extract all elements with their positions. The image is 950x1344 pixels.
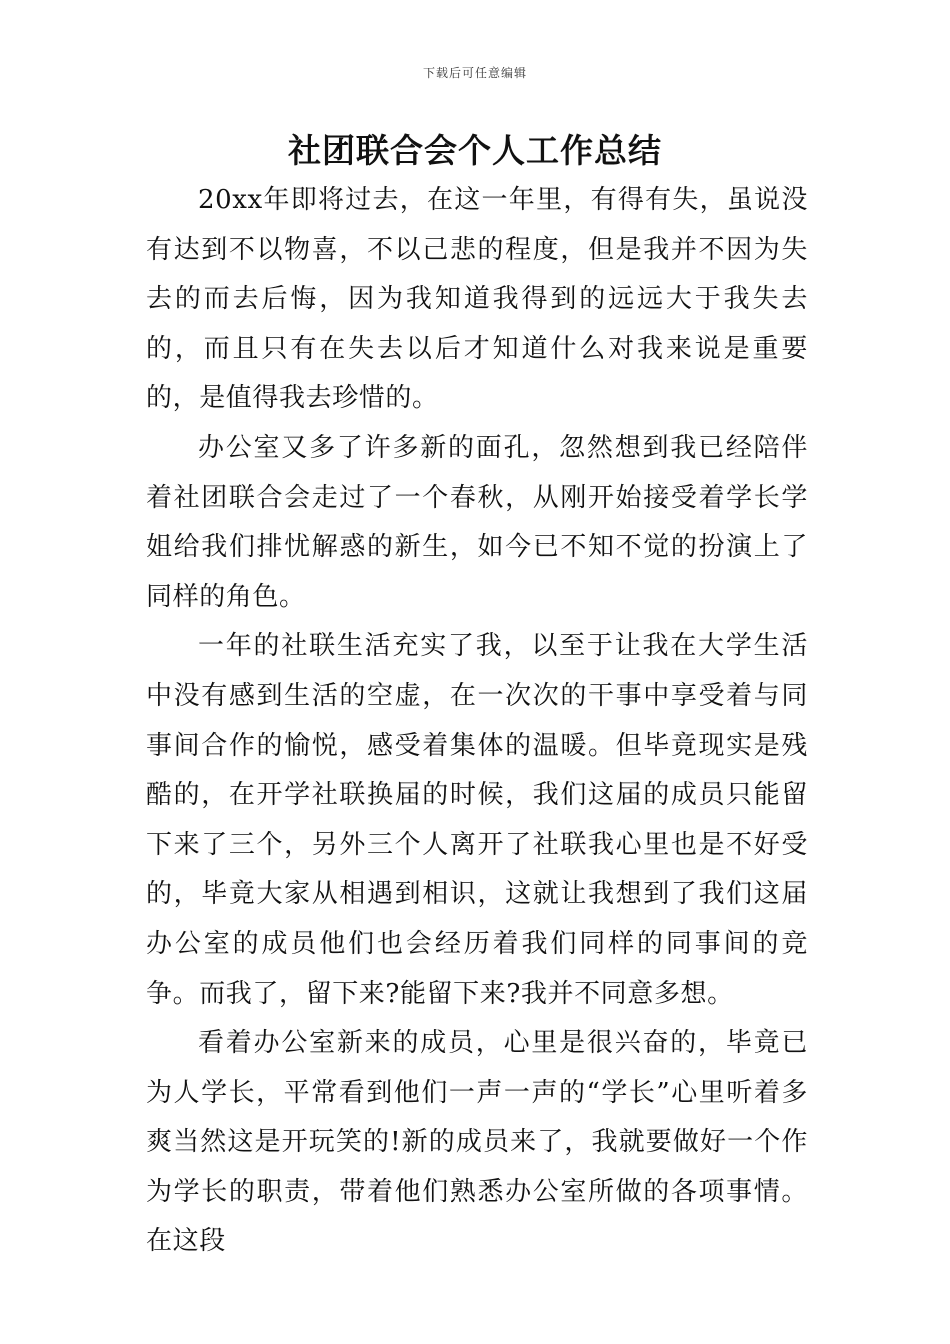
paragraph-4: 看着办公室新来的成员，心里是很兴奋的，毕竟已为人学长，平常看到他们一声一声的“学长”心里听着多爽当然这是开玩笑的!新的成员来了，我就要做好一个作为学长的职责，带着他们熟悉办公室所做的各项事情。在这段 <box>146 1028 808 1257</box>
paragraph-1: 20xx年即将过去，在这一年里，有得有失，虽说没有达到不以物喜，不以己悲的程度，但是我并不因为失去的而去后悔，因为我知道我得到的远远大于我失去的，而且只有在失去以后才知道什么对我来说是重要的，是值得我去珍惜的。 <box>146 185 808 414</box>
header-note: 下载后可任意编辑 <box>422 66 527 80</box>
paragraph-3: 一年的社联生活充实了我，以至于让我在大学生活中没有感到生活的空虚，在一次次的干事中享受着与同事间合作的愉悦，感受着集体的温暖。但毕竟现实是残酷的，在开学社联换届的时候，我们这届的成员只能留下来了三个，另外三个人离开了社联我心里也是不好受的，毕竟大家从相遇到相识，这就让我想到了我们这届办公室的成员他们也会经历着我们同样的同事间的竞争。而我了，留下来?能留下来?我并不同意多想。 <box>146 631 808 1009</box>
document-title: 社团联合会个人工作总结 <box>288 131 662 170</box>
document-body <box>146 176 808 1267</box>
paragraph-2: 办公室又多了许多新的面孔，忽然想到我已经陪伴着社团联合会走过了一个春秋，从刚开始接受着学长学姐给我们排忧解惑的新生，如今已不知不觉的扮演上了同样的角色。 <box>146 432 808 612</box>
